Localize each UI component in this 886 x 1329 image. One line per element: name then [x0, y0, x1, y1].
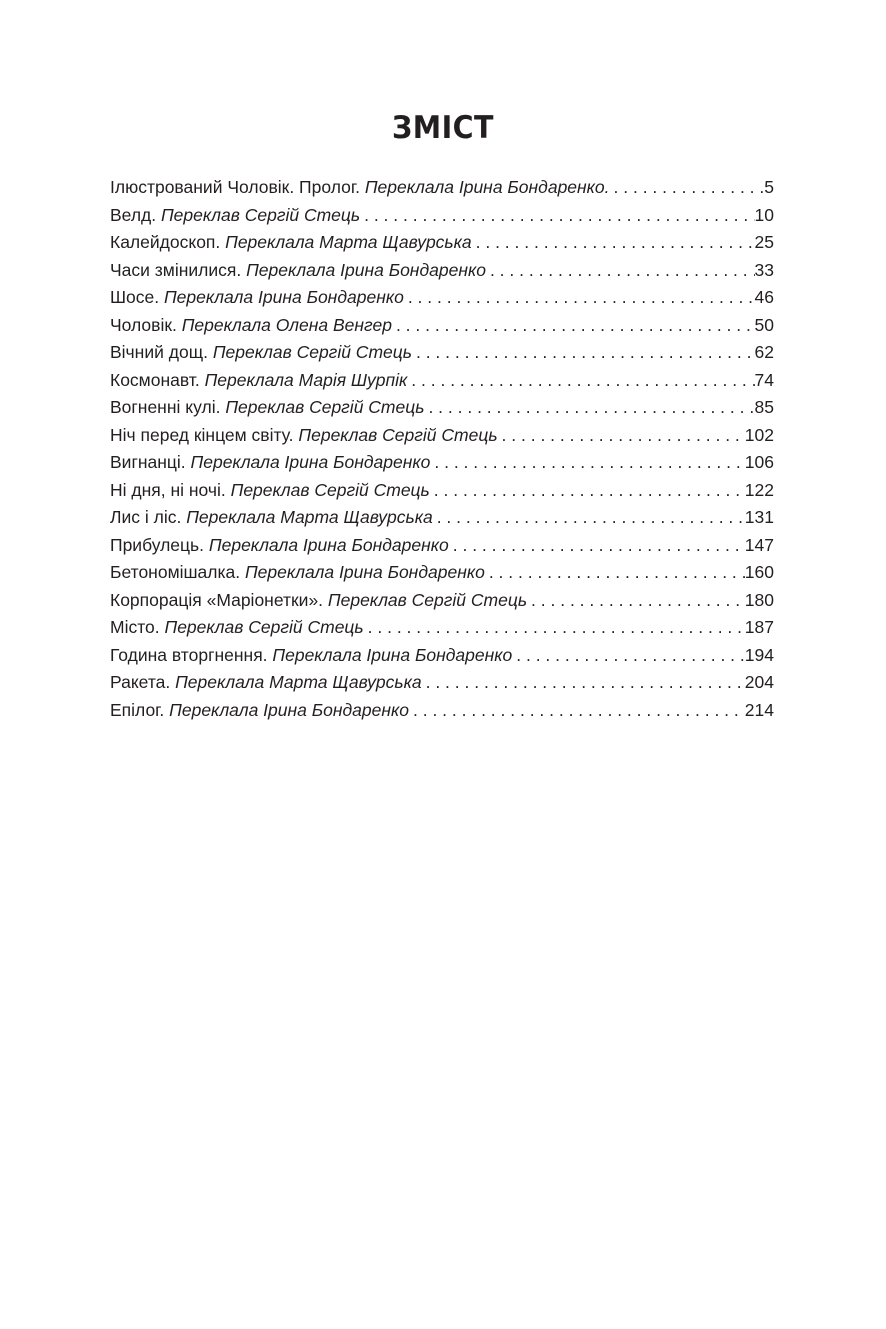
entry-page-number: 160	[744, 562, 774, 582]
entry-page-number: 46	[754, 287, 774, 307]
dot-leader	[498, 422, 745, 450]
entry-title: Вогненні кулі.	[110, 397, 221, 417]
entry-page-number: 131	[744, 507, 774, 527]
toc-entry[interactable]	[110, 669, 774, 697]
entry-page-number: 62	[754, 342, 774, 362]
dot-leader	[486, 257, 755, 285]
toc-entry[interactable]	[110, 642, 774, 670]
entry-page-number: 74	[754, 369, 774, 390]
entry-translator: Переклала Ірина Бондаренко	[272, 644, 513, 665]
dot-leader	[430, 449, 744, 477]
dot-leader	[404, 284, 755, 312]
entry-title: Ніч перед кінцем світу.	[110, 424, 294, 445]
entry-page-number: 187	[744, 617, 774, 637]
toc-entry[interactable]	[110, 257, 774, 285]
toc-entry[interactable]	[110, 229, 774, 257]
entry-page-number: 85	[754, 397, 774, 417]
entry-title: Часи змінилися.	[110, 259, 242, 280]
dot-leader	[430, 477, 745, 505]
entry-title: Місто.	[110, 617, 160, 637]
entry-title: Корпорація «Маріонетки».	[110, 589, 324, 610]
entry-translator: Переклала Ірина Бондаренко	[164, 287, 404, 307]
toc-entry[interactable]	[110, 367, 774, 395]
toc-entry[interactable]	[110, 202, 774, 230]
entry-translator: Переклала Олена Венгер	[181, 314, 392, 335]
entry-translator: Переклав Сергій Стець	[230, 479, 430, 500]
dot-leader	[610, 174, 765, 202]
entry-translator: Переклала Ірина Бондаренко	[190, 452, 431, 472]
entry-title: Вигнанці.	[110, 452, 186, 472]
dot-leader	[449, 532, 745, 560]
entry-translator: Переклала Ірина Бондаренко.	[364, 177, 610, 197]
entry-translator: Переклав Сергій Стець	[164, 617, 364, 637]
dot-leader	[364, 614, 745, 642]
entry-title: Прибулець.	[110, 534, 205, 555]
entry-page-number: 204	[744, 672, 774, 692]
entry-page-number: 33	[754, 259, 774, 280]
entry-title: Шосе.	[110, 287, 160, 307]
dot-leader	[409, 697, 745, 725]
entry-title: Ілюстрований Чоловік. Пролог.	[110, 177, 360, 197]
entry-title: Година вторгнення.	[110, 644, 268, 665]
entry-title: Калейдоскоп.	[110, 232, 221, 252]
entry-page-number: 180	[744, 589, 774, 610]
dot-leader	[392, 312, 755, 340]
toc-entry[interactable]	[110, 449, 774, 477]
toc-entry[interactable]	[110, 174, 774, 202]
dot-leader	[412, 339, 755, 367]
entry-translator: Переклала Ірина Бондаренко	[246, 259, 486, 280]
toc-entry[interactable]	[110, 312, 774, 340]
toc-entry[interactable]	[110, 559, 774, 587]
toc-entry[interactable]	[110, 422, 774, 450]
entry-page-number: 106	[744, 452, 774, 472]
dot-leader	[485, 559, 745, 587]
entry-title: Епілог.	[110, 699, 165, 720]
entry-title: Ракета.	[110, 672, 171, 692]
entry-title: Космонавт.	[110, 369, 200, 390]
dot-leader	[433, 504, 745, 532]
entry-translator: Переклав Сергій Стець	[298, 424, 498, 445]
toc-entry[interactable]	[110, 532, 774, 560]
entry-translator: Переклала Марта Щавурська	[186, 507, 433, 527]
table-of-contents	[110, 174, 774, 724]
entry-translator: Переклала Марта Щавурська	[175, 672, 422, 692]
entry-translator: Переклав Сергій Стець	[225, 397, 425, 417]
toc-entry[interactable]	[110, 394, 774, 422]
toc-entry[interactable]	[110, 587, 774, 615]
entry-page-number: 10	[754, 204, 774, 225]
entry-translator: Переклав Сергій Стець	[327, 589, 528, 610]
entry-title: Велд.	[110, 204, 157, 225]
entry-page-number: 122	[744, 479, 774, 500]
entry-page-number: 5	[764, 177, 774, 197]
toc-entry[interactable]	[110, 697, 774, 725]
toc-entry[interactable]	[110, 614, 774, 642]
entry-title: Чоловік.	[110, 314, 177, 335]
entry-translator: Переклала Ірина Бондаренко	[245, 562, 485, 582]
dot-leader	[422, 669, 745, 697]
entry-page-number: 50	[754, 314, 774, 335]
entry-page-number: 25	[754, 232, 774, 252]
toc-entry[interactable]	[110, 339, 774, 367]
toc-entry[interactable]	[110, 477, 774, 505]
entry-page-number: 102	[744, 424, 774, 445]
entry-translator: Переклала Ірина Бондаренко	[208, 534, 449, 555]
entry-translator: Переклала Марта Щавурська	[225, 232, 472, 252]
entry-title: Ні дня, ні ночі.	[110, 479, 226, 500]
toc-entry[interactable]	[110, 504, 774, 532]
dot-leader	[424, 394, 754, 422]
entry-title: Бетономішалка.	[110, 562, 241, 582]
entry-page-number: 147	[744, 534, 774, 555]
page-title: ЗМІСТ	[392, 110, 494, 146]
dot-leader	[512, 642, 745, 670]
toc-entry[interactable]	[110, 284, 774, 312]
dot-leader	[407, 367, 754, 395]
dot-leader	[527, 587, 745, 615]
entry-translator: Переклав Сергій Стець	[160, 204, 361, 225]
entry-translator: Переклала Ірина Бондаренко	[169, 699, 409, 720]
entry-page-number: 214	[744, 699, 774, 720]
entry-title: Лис і ліс.	[110, 507, 182, 527]
entry-translator: Переклала Марія Шурпік	[204, 369, 408, 390]
entry-translator: Переклав Сергій Стець	[212, 342, 412, 362]
entry-title: Вічний дощ.	[110, 342, 208, 362]
entry-page-number: 194	[744, 644, 774, 665]
dot-leader	[360, 202, 754, 230]
dot-leader	[472, 229, 755, 257]
